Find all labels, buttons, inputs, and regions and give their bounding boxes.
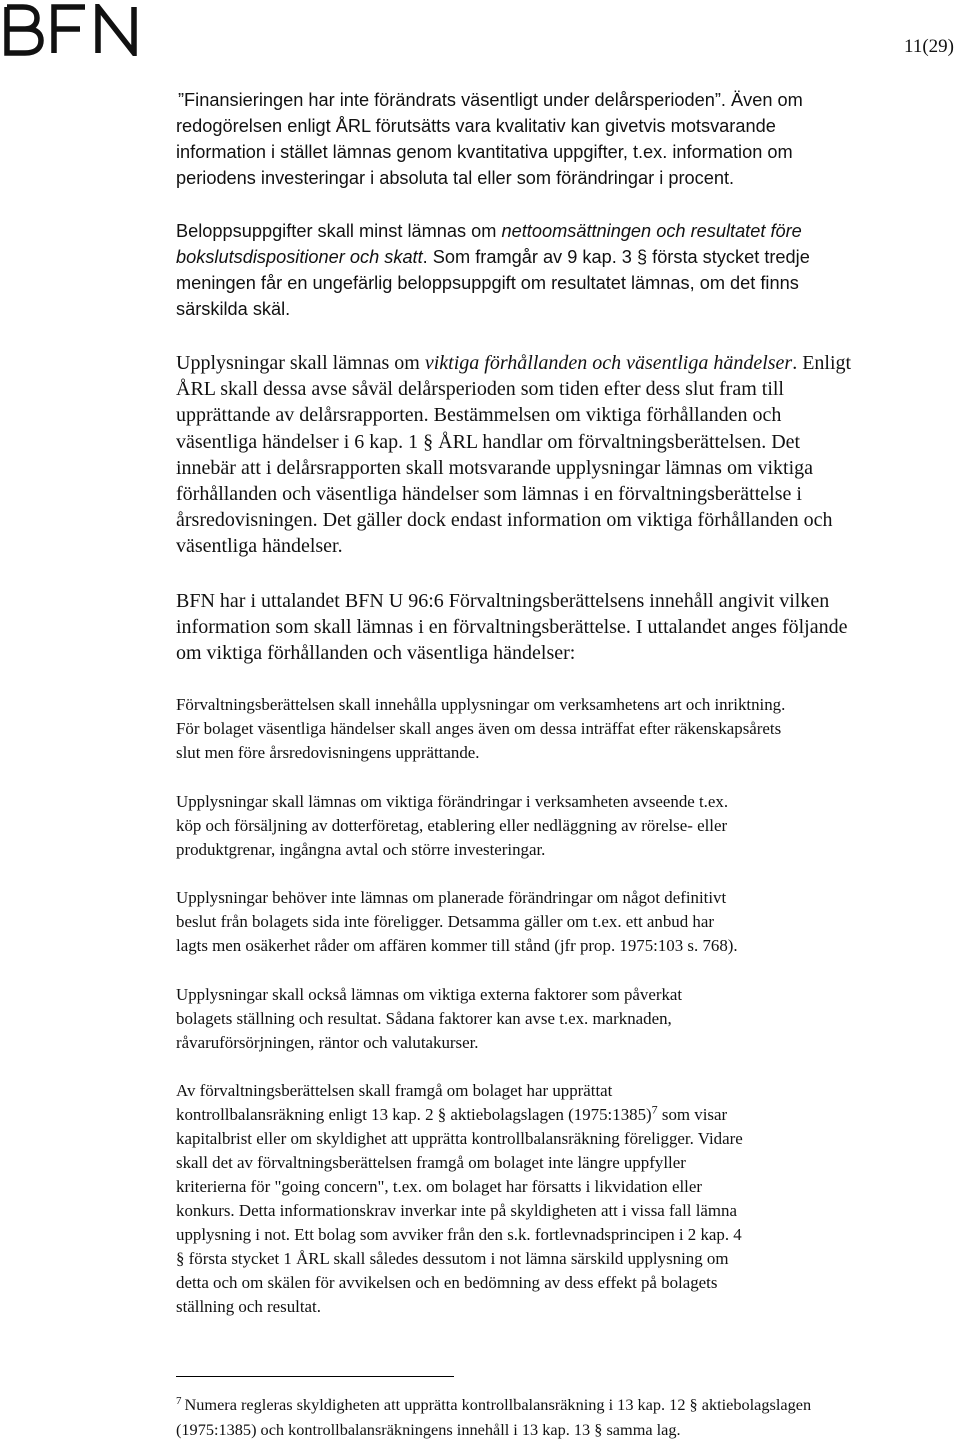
text-line: BFN har i uttalandet BFN U 96:6 Förvaltningsberättelsens innehåll angivit vilken: [176, 590, 830, 612]
paragraph-beloppsuppgifter: [176, 218, 936, 322]
text-line: bolagets ställning och resultat. Sådana faktorer kan avse t.ex. marknaden,: [176, 1009, 672, 1028]
text-line: innebär att i delårsrapporten skall motsvarande upplysningar lämnas om viktiga: [176, 456, 814, 479]
text-line: upplysning i not. Ett bolag som avviker från den s.k. fortlevnadsprincipen i 2 kap. 4: [176, 1225, 742, 1244]
text-line: slut men före årsredovisningens upprättande.: [176, 743, 480, 762]
footnote-reference[interactable]: 7: [651, 1102, 658, 1117]
quote-block-5: [176, 1079, 936, 1319]
page-number: 11(29): [904, 36, 954, 57]
text-line: skall det av förvaltningsberättelsen framgå om bolaget inte längre uppfyller: [176, 1153, 686, 1172]
emphasis-text: nettoomsättningen och resultatet före: [501, 221, 802, 241]
quote-block-2: [176, 790, 936, 862]
quote-block-3: [176, 886, 936, 958]
footnote-separator: [176, 1376, 454, 1377]
quote-block-1: [176, 693, 936, 765]
text-line: Av förvaltningsberättelsen skall framgå om bolaget har upprättat: [176, 1081, 613, 1100]
quote-block-4: [176, 983, 936, 1055]
emphasis-text: bokslutsdispositioner och skatt: [176, 247, 423, 267]
emphasis-text: viktiga förhållanden och väsentliga händelser: [424, 352, 793, 374]
text-line: råvaruförsörjningen, räntor och valutakurser.: [176, 1033, 479, 1052]
text-line: Upplysningar skall lämnas om viktiga förändringar i verksamheten avseende t.ex.: [176, 792, 729, 811]
text-line: kapitalbrist eller om skyldighet att upprätta kontrollbalansräkning föreligger. Vidare: [176, 1129, 743, 1148]
text-line: beslut från bolagets sida inte föreligger. Detsamma gäller om t.ex. ett anbud har: [176, 912, 714, 931]
text-line: produktgrenar, ingångna avtal och större investeringar.: [176, 840, 546, 859]
text-segment: Upplysningar skall lämnas om: [176, 352, 425, 374]
text-line: För bolaget väsentliga händelser skall anges även om dessa inträffat efter räkenskapsårets: [176, 719, 782, 738]
text-line: meningen får en ungefärlig beloppsuppgift om resultatet lämnas, om det finns: [176, 273, 799, 293]
text-line: väsentliga händelser i 6 kap. 1 § ÅRL handlar om förvaltningsberättelsen. Det: [176, 430, 801, 453]
text-line: om viktiga förhållanden och väsentliga händelser:: [176, 642, 576, 665]
text-line: [176, 1103, 936, 1127]
text-line: redogörelsen enligt ÅRL förutsätts vara kvalitativ kan givetvis motsvarande: [176, 116, 776, 136]
text-line: väsentliga händelser.: [176, 535, 343, 558]
text-segment: Beloppsuppgifter skall minst lämnas om: [176, 221, 502, 241]
text-line: årsredovisningen. Det gäller dock endast information om viktiga förhållanden och: [176, 509, 833, 532]
text-line: [176, 244, 936, 270]
text-segment: som visar: [657, 1105, 728, 1124]
text-line: Upplysningar skall också lämnas om viktiga externa faktorer som påverkat: [176, 985, 683, 1004]
text-line: [176, 1392, 811, 1417]
paragraph-finansiering: [176, 87, 936, 191]
text-line: [176, 350, 936, 376]
footnote: [176, 1392, 811, 1442]
footnote-mark: 7: [176, 1394, 182, 1407]
text-line: förhållanden och väsentliga händelser som lämnas i en förvaltningsberättelse i: [176, 483, 802, 506]
text-line: § första stycket 1 ÅRL skall således dessutom i not lämna särskild upplysning om: [176, 1249, 729, 1268]
text-line: information som skall lämnas i en förvaltningsberättelse. I uttalandet anges följande: [176, 616, 848, 639]
text-segment: Numera regleras skyldigheten att upprätta kontrollbalansräkning i 13 kap. 12 § aktiebolagslagen: [184, 1395, 812, 1414]
text-line: ÅRL skall dessa avse såväl delårsperioden som tiden efter dess slut fram till: [176, 378, 784, 401]
bfn-logo: [3, 4, 139, 56]
paragraph-bfn-uttalande: [176, 588, 936, 667]
text-line: kriterierna för "going concern", t.ex. om bolaget har försatts i likvidation eller: [176, 1177, 702, 1196]
text-segment: kontrollbalansräkning enligt 13 kap. 2 § aktiebolagslagen (1975:1385): [176, 1105, 652, 1124]
text-line: upprättande av delårsrapporten. Bestämmelsen om viktiga förhållanden och: [176, 404, 782, 427]
text-line: konkurs. Detta informationskrav inverkar inte på skyldigheten att i vissa fall lämna: [176, 1201, 737, 1220]
text-segment: . Enligt: [792, 352, 852, 374]
text-line: köp och försäljning av dotterföretag, etablering eller nedläggning av rörelse- eller: [176, 816, 728, 835]
text-line: information i stället lämnas genom kvantitativa uppgifter, t.ex. information om: [176, 142, 793, 162]
text-line: Upplysningar behöver inte lämnas om planerade förändringar om något definitivt: [176, 888, 727, 907]
text-line: detta och om skälen för avvikelsen och en bedömning av dess effekt på bolagets: [176, 1273, 718, 1292]
paragraph-upplysningar: [176, 350, 936, 560]
text-line: ställning och resultat.: [176, 1297, 321, 1316]
text-line: Förvaltningsberättelsen skall innehålla upplysningar om verksamhetens art och inriktning.: [176, 695, 786, 714]
text-line: särskilda skäl.: [176, 299, 291, 319]
text-line: periodens investeringar i absoluta tal eller som förändringar i procent.: [176, 168, 735, 188]
text-line: ”Finansieringen har inte förändrats väsentligt under delårsperioden”. Även om: [178, 90, 803, 110]
text-segment: . Som framgår av 9 kap. 3 § första stycket tredje: [422, 247, 810, 267]
text-line: lagts men osäkerhet råder om affären kommer till stånd (jfr prop. 1975:103 s. 768).: [176, 936, 738, 955]
text-line: [176, 218, 936, 244]
text-line: (1975:1385) och kontrollbalansräkningens innehåll i 13 kap. 13 § samma lag.: [176, 1420, 681, 1439]
